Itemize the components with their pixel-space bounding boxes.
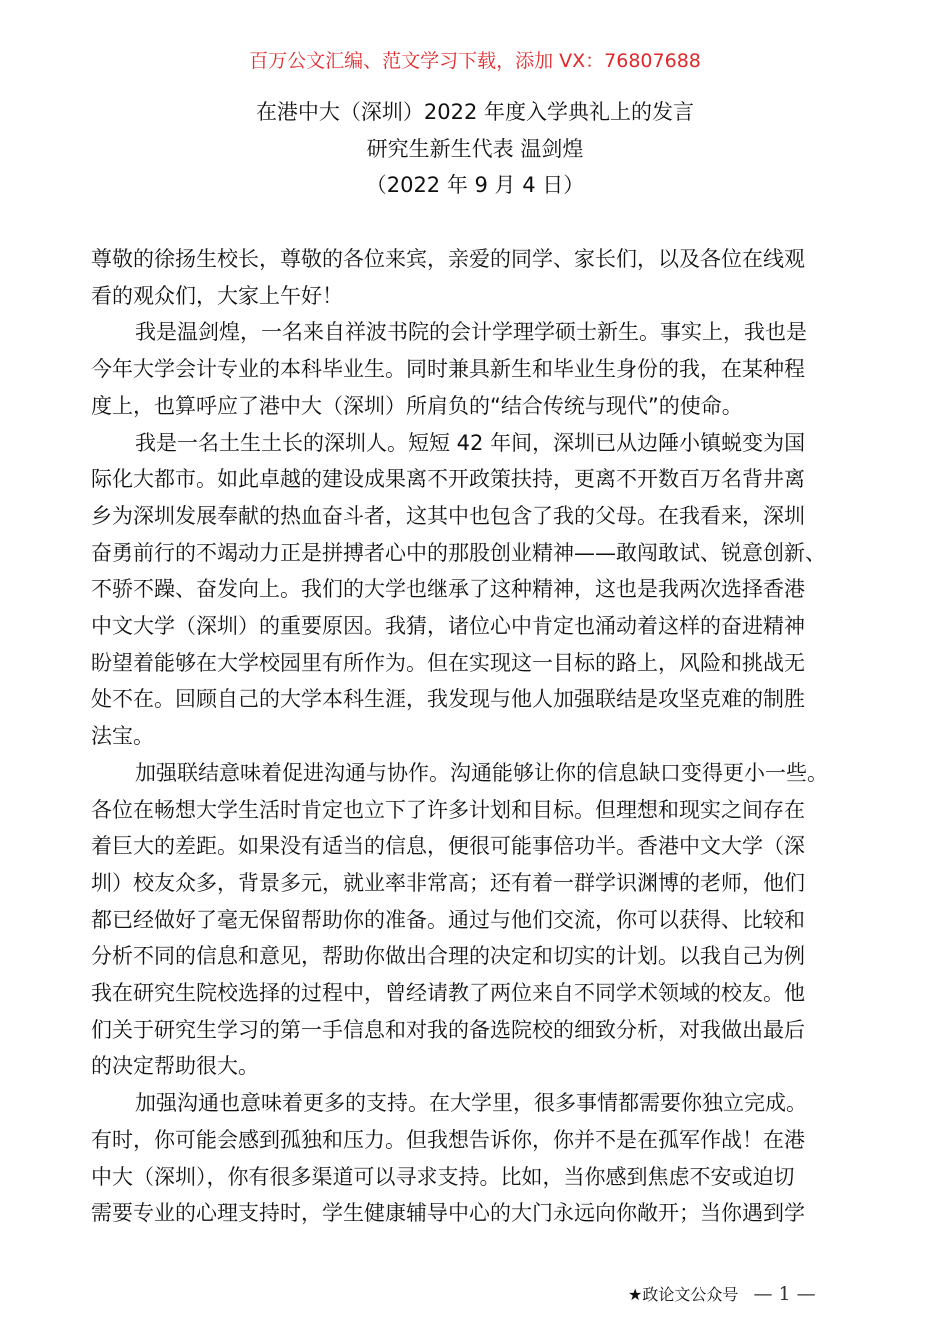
paragraph-line: 我在研究生院校选择的过程中，曾经请教了两位来自不同学术领域的校友。他 bbox=[91, 981, 805, 1006]
paragraph-line: 的决定帮助很大。 bbox=[91, 1054, 259, 1079]
paragraph-line: 有时，你可能会感到孤独和压力。但我想告诉你，你并不是在孤军作战！在港 bbox=[91, 1127, 805, 1152]
paragraph bbox=[91, 1085, 881, 1232]
date-line: （2022 年 9 月 4 日） bbox=[365, 173, 585, 197]
paragraph-line: 处不在。回顾自己的大学本科生涯，我发现与他人加强联结是攻坚克难的制胜 bbox=[91, 687, 805, 712]
paragraph-line: 尊敬的徐扬生校长，尊敬的各位来宾，亲爱的同学、家长们，以及各位在线观 bbox=[91, 247, 805, 271]
paragraph-line: 度上，也算呼应了港中大（深圳）所肩负的“结合传统与现代”的使命。 bbox=[91, 393, 743, 418]
paragraph-line: 中大（深圳），你有很多渠道可以寻求支持。比如，当你感到焦虑不安或迫切 bbox=[91, 1164, 795, 1189]
watermark-banner: 百万公文汇编、范文学习下载，添加 VX：76807688 bbox=[249, 50, 701, 72]
paragraph bbox=[91, 314, 881, 424]
paragraph-line: 都已经做好了毫无保留帮助你的准备。通过与他们交流，你可以获得、比较和 bbox=[91, 907, 805, 932]
paragraph-line: 中文大学（深圳）的重要原因。我猜，诸位心中肯定也涌动着这样的奋进精神 bbox=[91, 614, 805, 639]
paragraph-line: 加强联结意味着促进沟通与协作。沟通能够让你的信息缺口变得更小一些。 bbox=[135, 760, 828, 785]
paragraph-line: 圳）校友众多，背景多元，就业率非常高；还有着一群学识渊博的老师，他们 bbox=[91, 870, 805, 895]
paragraph-line: 加强沟通也意味着更多的支持。在大学里，很多事情都需要你独立完成。 bbox=[135, 1091, 807, 1116]
paragraph-line: 看的观众们，大家上午好！ bbox=[91, 283, 343, 308]
paragraph-line: 不骄不躁、奋发向上。我们的大学也继承了这种精神，这也是我两次选择香港 bbox=[91, 577, 805, 602]
speaker-line: 研究生新生代表 温剑煌 bbox=[366, 137, 584, 161]
paragraph-line: 们关于研究生学习的第一手信息和对我的备选院校的细致分析，对我做出最后 bbox=[91, 1017, 805, 1042]
document-body bbox=[91, 241, 881, 1232]
paragraph-line: 需要专业的心理支持时，学生健康辅导中心的大门永远向你敞开；当你遇到学 bbox=[91, 1201, 805, 1226]
document-title: 在港中大（深圳）2022 年度入学典礼上的发言 bbox=[255, 100, 695, 124]
paragraph-line: 着巨大的差距。如果没有适当的信息，便很可能事倍功半。香港中文大学（深 bbox=[91, 834, 805, 859]
paragraph-line: 盼望着能够在大学校园里有所作为。但在实现这一目标的路上，风险和挑战无 bbox=[91, 650, 805, 675]
paragraph-line: 各位在畅想大学生活时肯定也立下了许多计划和目标。但理想和现实之间存在 bbox=[91, 797, 805, 822]
paragraph-line: 际化大都市。如此卓越的建设成果离不开政策扶持，更离不开数百万名背井离 bbox=[91, 467, 805, 492]
paragraph-line: 法宝。 bbox=[91, 724, 154, 749]
paragraph-line: 分析不同的信息和意见，帮助你做出合理的决定和切实的计划。以我自己为例 bbox=[91, 944, 805, 969]
footer-source: ★政论文公众号 bbox=[628, 1285, 739, 1304]
paragraph bbox=[91, 755, 881, 1085]
paragraph-line: 乡为深圳发展奉献的热血奋斗者，这其中也包含了我的父母。在我看来，深圳 bbox=[91, 503, 805, 528]
paragraph bbox=[91, 241, 881, 314]
paragraph-line: 我是温剑煌，一名来自祥波书院的会计学理学硕士新生。事实上，我也是 bbox=[135, 320, 807, 345]
paragraph-line: 我是一名土生土长的深圳人。短短 42 年间，深圳已从边陲小镇蜕变为国 bbox=[135, 430, 806, 455]
page-number: — 1 — bbox=[753, 1283, 816, 1305]
page-footer bbox=[628, 1282, 816, 1305]
paragraph bbox=[91, 425, 881, 755]
paragraph-line: 今年大学会计专业的本科毕业生。同时兼具新生和毕业生身份的我，在某种程 bbox=[91, 357, 805, 382]
paragraph-line: 奋勇前行的不竭动力正是拼搏者心中的那股创业精神——敢闯敢试、锐意创新、 bbox=[91, 540, 826, 565]
